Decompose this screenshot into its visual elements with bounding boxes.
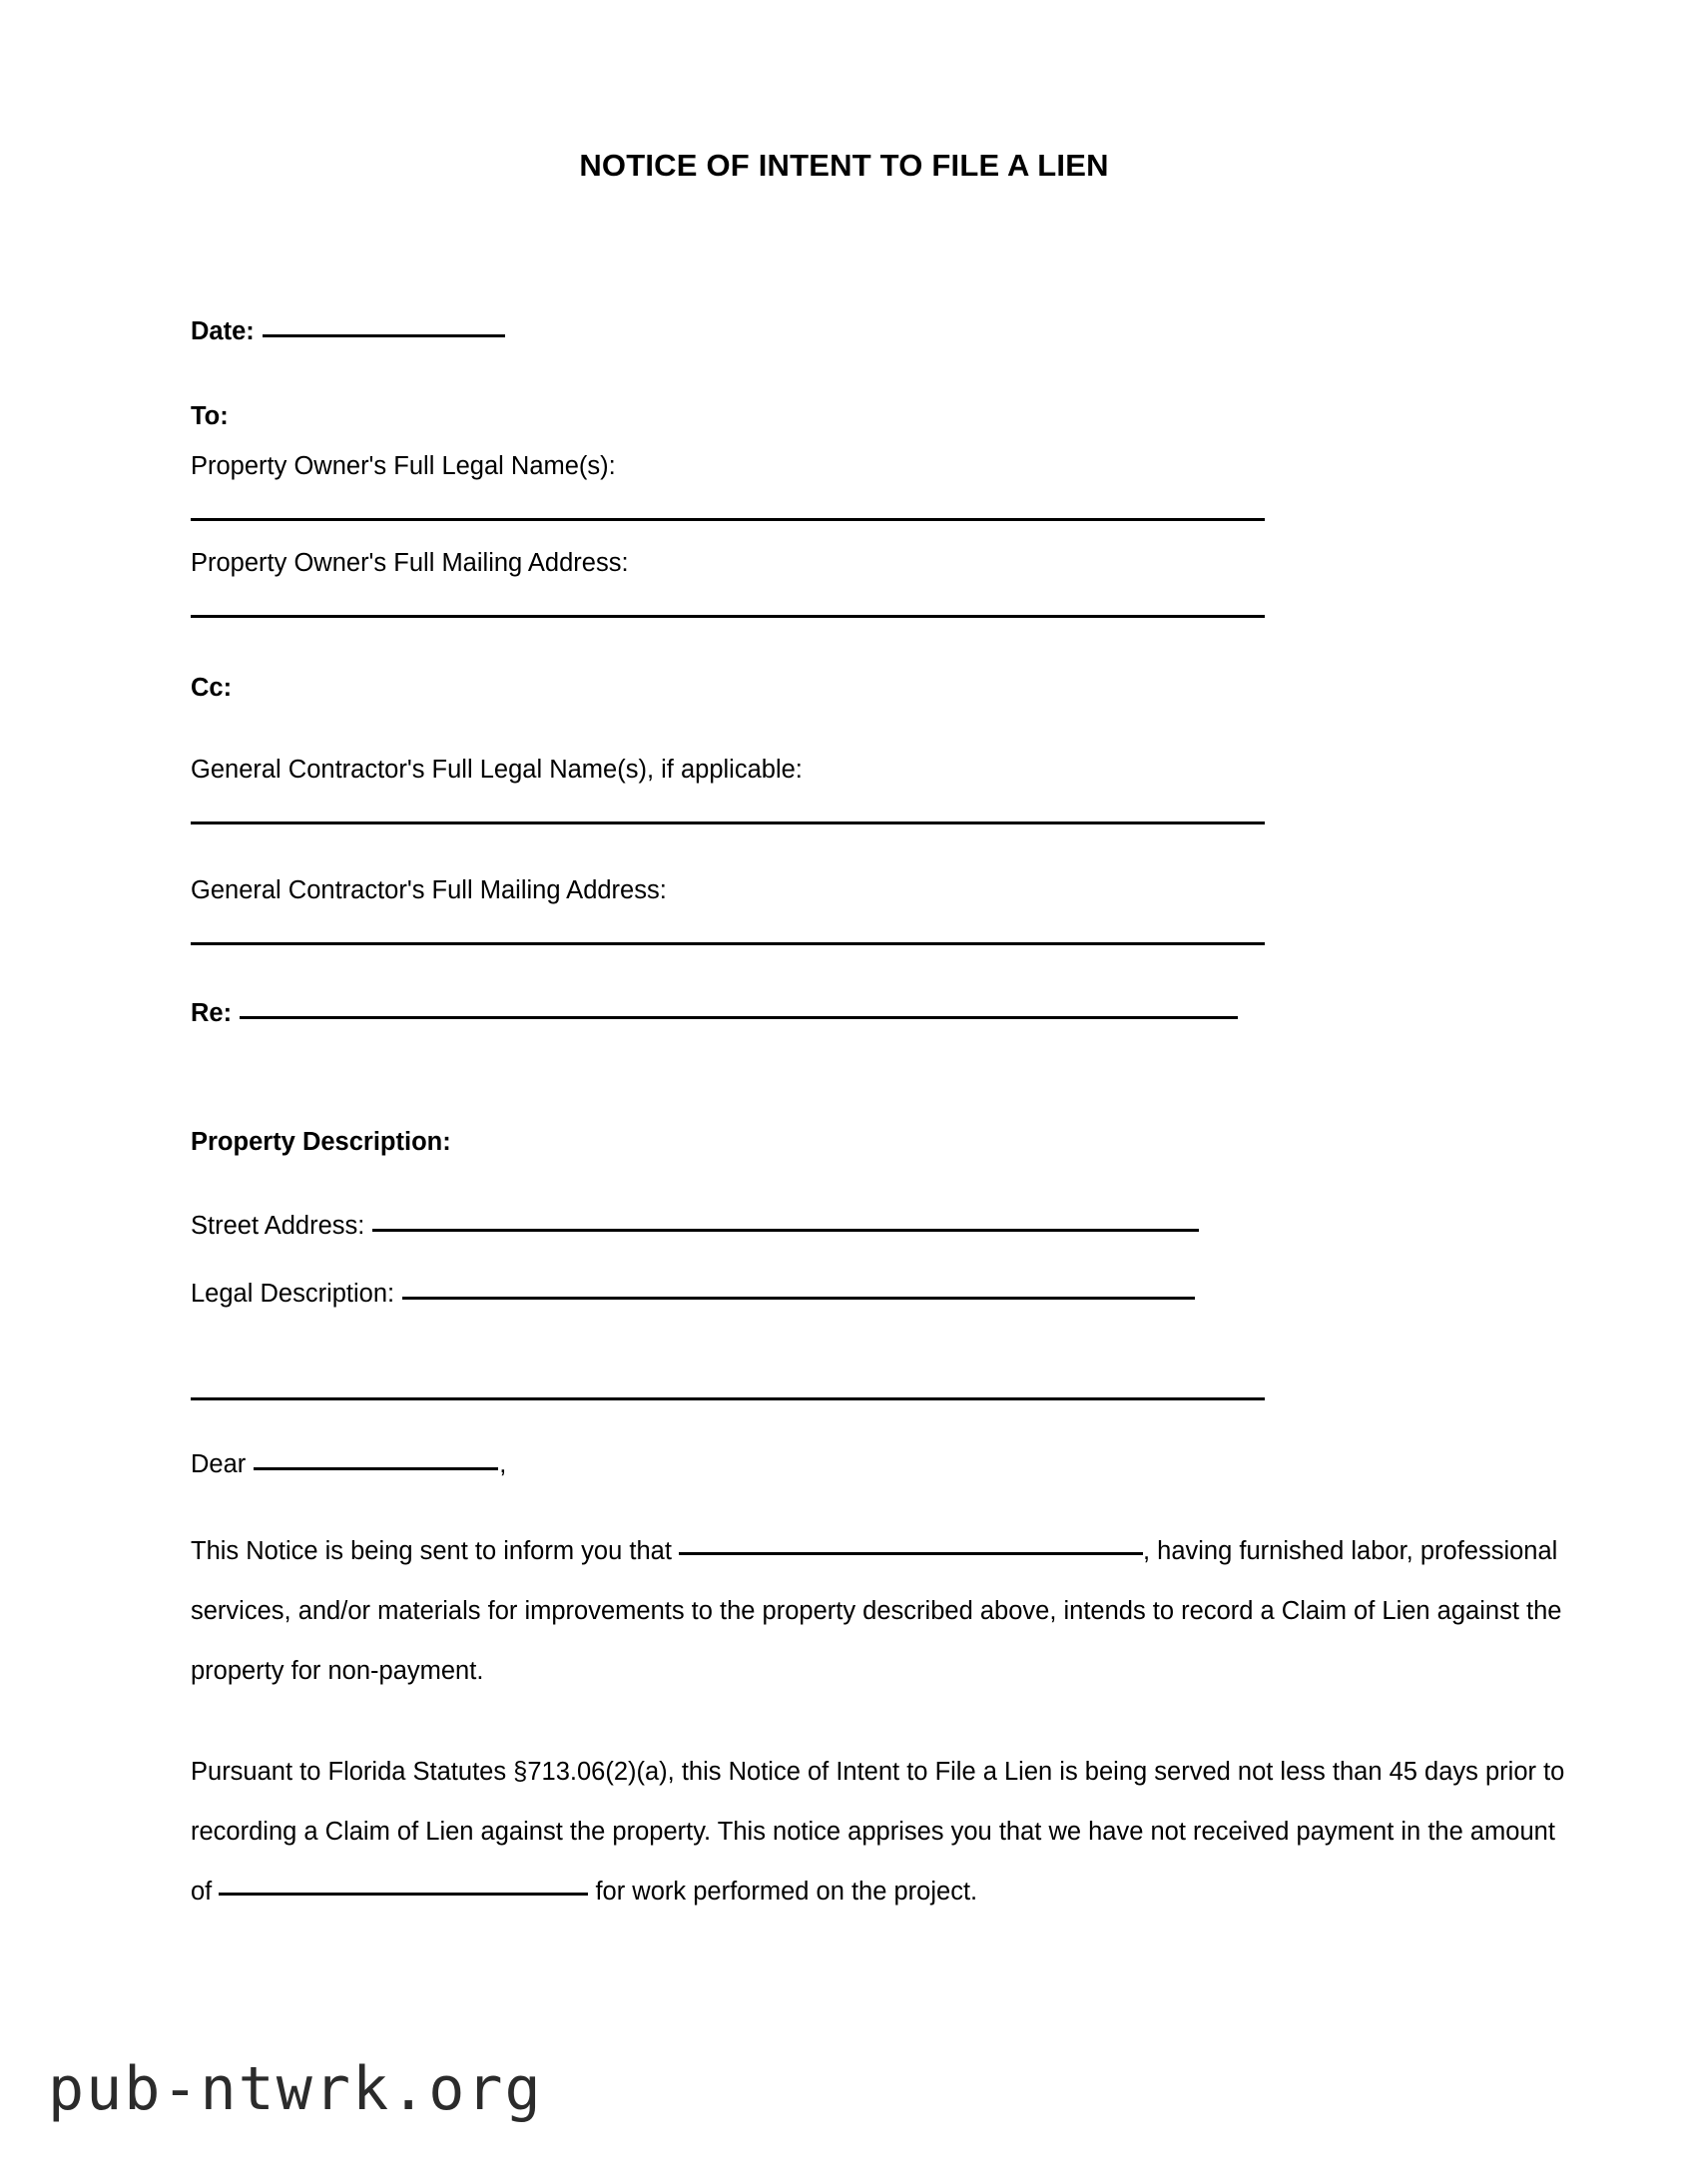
owner-name-label: Property Owner's Full Legal Name(s): bbox=[191, 452, 616, 480]
page-title: NOTICE OF INTENT TO FILE A LIEN bbox=[579, 148, 1109, 183]
legal-description-rule[interactable] bbox=[402, 1297, 1195, 1300]
salutation-label: Dear bbox=[191, 1450, 247, 1478]
amount-owed-rule[interactable] bbox=[219, 1893, 588, 1896]
street-address-rule[interactable] bbox=[372, 1229, 1199, 1232]
salutation-comma: , bbox=[499, 1450, 507, 1478]
to-heading: To: bbox=[191, 402, 229, 430]
legal-description-rule-line-2[interactable] bbox=[191, 1397, 1265, 1400]
legal-description-label: Legal Description: bbox=[191, 1280, 395, 1308]
paragraph-1-part-2: , having furnished labor, professional services, and/or materials for improvements to the property described above, intends to record a Claim of Lien against the property for non-payment. bbox=[191, 1537, 1569, 1685]
date-input-rule[interactable] bbox=[263, 334, 505, 337]
claimant-name-rule[interactable] bbox=[679, 1552, 1143, 1555]
body-paragraph-1 bbox=[191, 1521, 1580, 1701]
contractor-address-rule[interactable] bbox=[191, 942, 1265, 945]
date-label: Date: bbox=[191, 317, 255, 345]
street-address-row bbox=[191, 1214, 1199, 1240]
re-field-row bbox=[191, 1001, 1238, 1027]
salutation-rule[interactable] bbox=[254, 1467, 498, 1470]
owner-name-rule[interactable] bbox=[191, 518, 1265, 521]
street-address-label: Street Address: bbox=[191, 1212, 365, 1240]
contractor-name-label: General Contractor's Full Legal Name(s), if applicable: bbox=[191, 756, 803, 784]
cc-heading: Cc: bbox=[191, 674, 233, 702]
owner-address-rule[interactable] bbox=[191, 615, 1265, 618]
legal-description-row bbox=[191, 1282, 1195, 1308]
contractor-name-rule[interactable] bbox=[191, 821, 1265, 824]
paragraph-2-part-1: Pursuant to Florida Statutes §713.06(2)(a), this Notice of Intent to File a Lien is being served not less than 45 days prior to recording a Claim of Lien against the property. This notice apprises you that we have not received payment in the amount of bbox=[191, 1758, 1572, 1906]
paragraph-1-part-1: This Notice is being sent to inform you that bbox=[191, 1537, 679, 1565]
date-field-row bbox=[191, 319, 505, 345]
re-label: Re: bbox=[191, 999, 233, 1027]
property-description-heading: Property Description: bbox=[191, 1128, 451, 1156]
body-paragraph-2 bbox=[191, 1742, 1580, 1921]
re-input-rule[interactable] bbox=[240, 1016, 1238, 1019]
watermark: pub-ntwrk.org bbox=[48, 2054, 543, 2124]
salutation-row bbox=[191, 1452, 506, 1478]
contractor-address-label: General Contractor's Full Mailing Address: bbox=[191, 876, 667, 904]
paragraph-2-part-2: for work performed on the project. bbox=[588, 1878, 978, 1906]
owner-address-label: Property Owner's Full Mailing Address: bbox=[191, 549, 629, 577]
